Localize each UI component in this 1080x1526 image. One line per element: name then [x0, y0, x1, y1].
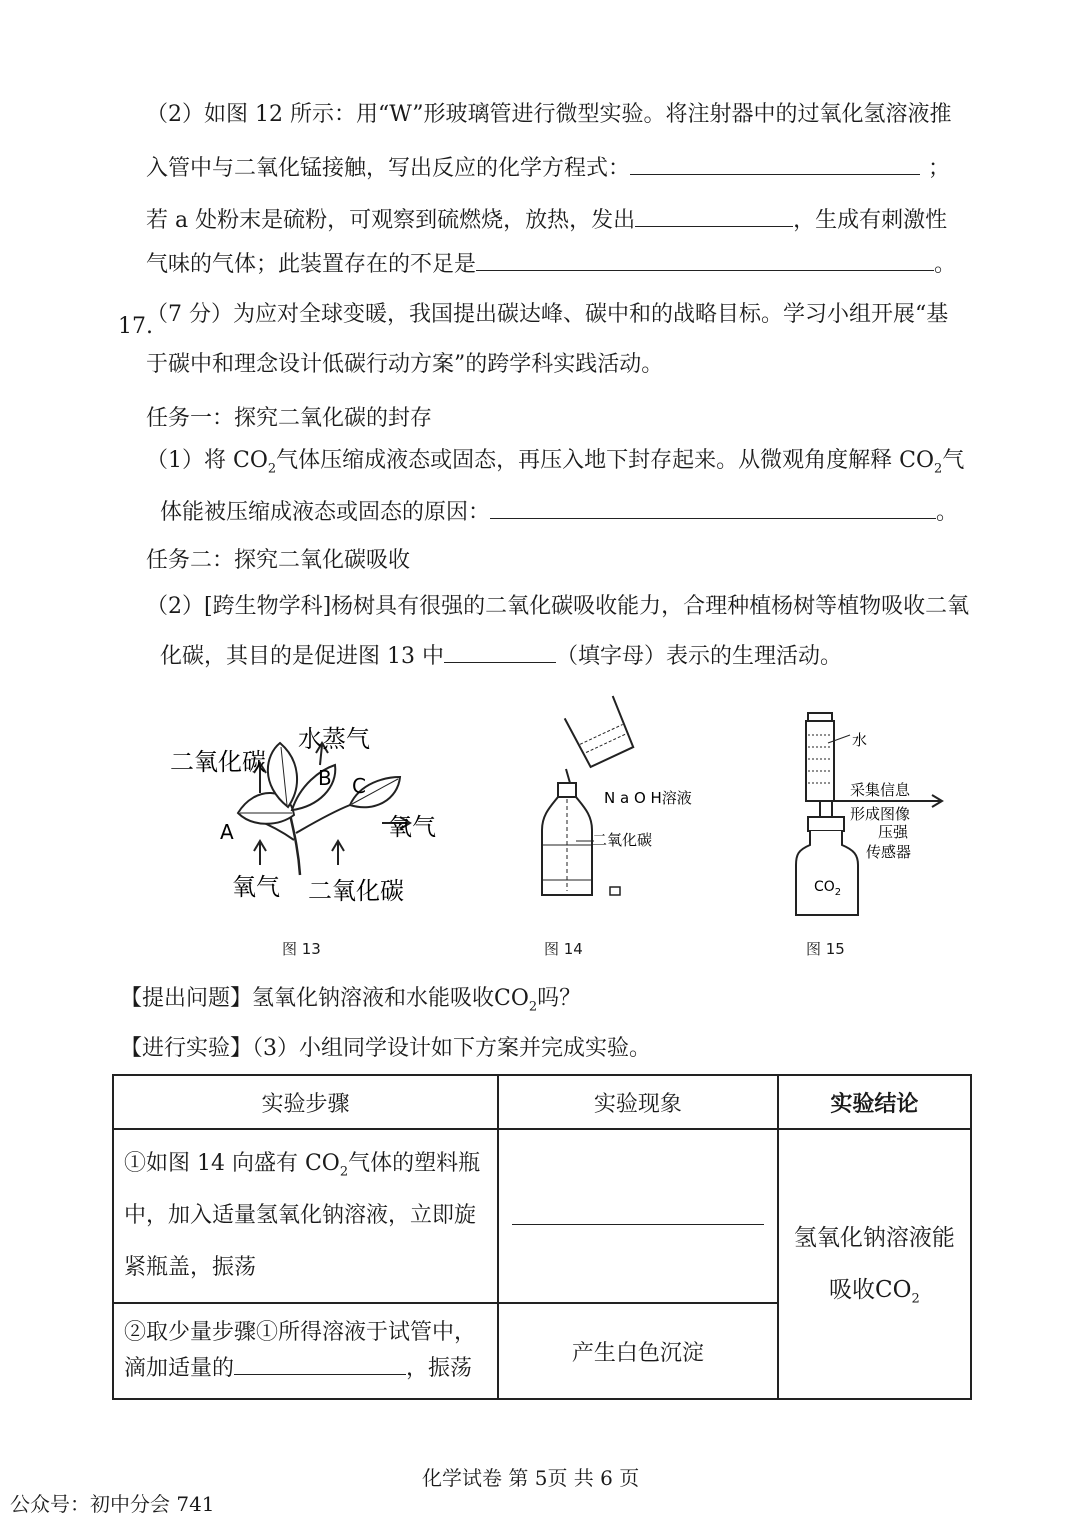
q16-line2 — [146, 152, 950, 184]
q17-line2: 于碳中和理念设计低碳行动方案”的跨学科实践活动。 — [146, 352, 664, 377]
q16-line3a: 若 a 处粉末是硫粉，可观察到硫燃烧，放热，发出 — [146, 208, 636, 233]
table-row2-phenomenon: 产生白色沉淀 — [498, 1303, 778, 1399]
bottle-cap — [558, 783, 576, 797]
co2-subscript: 2 — [528, 999, 538, 1015]
arrow-co2-in-icon — [332, 841, 344, 865]
fig13-label-C: C — [352, 774, 366, 798]
fig15-label-water: 水 — [852, 731, 868, 749]
q16-line1: （2）如图 12 所示：用“W”形玻璃管进行微型实验。将注射器中的过氧化氢溶液推 — [146, 102, 952, 127]
row1-step-a: ①如图 14 向盛有 CO — [124, 1151, 340, 1176]
syringe-barrel — [806, 721, 834, 801]
fig13-label-co2-top: 二氧化碳 — [170, 748, 266, 776]
co2-subscript: 2 — [911, 1291, 920, 1307]
conclusion-a: 氢氧化钠溶液能 — [793, 1225, 955, 1251]
page-footer: 化学试卷 第 5页 共 6 页 — [422, 1466, 640, 1490]
table-header-row — [113, 1075, 971, 1129]
fig13-caption: 图 13 — [282, 940, 321, 958]
q16-answer-blank-3[interactable] — [476, 248, 934, 271]
q17-p2c: （填字母）表示的生理活动。 — [555, 644, 842, 669]
fig15-label-sensor: 传感器 — [866, 843, 912, 861]
q16-line3b: ，生成有刺激性 — [793, 208, 948, 233]
q16-line3 — [146, 204, 947, 236]
table-row2-step — [113, 1303, 498, 1399]
table-conclusion — [778, 1129, 971, 1399]
q16-line2-end: ； — [928, 156, 951, 181]
fig13-label-oxygen-bottom: 氧气 — [232, 873, 280, 901]
figure-14-bottle — [520, 695, 720, 910]
q16-line4-text: 气味的气体；此装置存在的不足是 — [146, 252, 477, 277]
arrow-oxygen-in-icon — [254, 841, 266, 865]
q17-part1-line1 — [146, 446, 964, 476]
gas-bottle — [796, 831, 858, 915]
table-header-step: 实验步骤 — [113, 1075, 498, 1129]
figure-13-plant — [160, 715, 460, 910]
small-cap-icon — [610, 887, 620, 895]
task2-heading: 任务二：探究二氧化碳吸收 — [146, 548, 411, 573]
syringe-plunger — [808, 713, 832, 721]
q17-part2-line1: （2）[跨生物学科]杨树具有很强的二氧化碳吸收能力，合理种植杨树等植物吸收二氧 — [146, 594, 970, 619]
fig15-label-collect: 采集信息 — [850, 781, 911, 799]
fig13-label-oxygen-right: 氧气 — [388, 813, 436, 841]
question-line — [120, 984, 581, 1014]
q17-answer-blank-2[interactable] — [444, 640, 556, 663]
q17-part2-line2 — [160, 640, 842, 672]
q16-line2-text: 入管中与二氧化锰接触，写出反应的化学方程式： — [146, 156, 631, 181]
co2-subscript: 2 — [339, 1164, 349, 1180]
q16-answer-blank-1[interactable] — [630, 152, 920, 175]
fig14-label-co2: 二氧化碳 — [592, 831, 653, 849]
plant-branch-right — [296, 805, 350, 833]
experiment-line — [120, 1034, 651, 1064]
q16-line4 — [146, 248, 956, 280]
row2-step-b: ，振荡 — [406, 1356, 473, 1381]
q17-p1-end: 。 — [936, 500, 959, 525]
row2-step-a: ②取少量步骤①所得溶液于试管中，滴加适量的 — [124, 1320, 477, 1381]
table-row — [113, 1129, 971, 1303]
q17-p1d: 体能被压缩成液态或固态的原因： — [160, 500, 491, 525]
table-header-phenomenon: 实验现象 — [498, 1075, 778, 1129]
row1-step-b: 气体的塑料瓶中，加入适量氢氧化钠溶液，立即旋紧瓶盖，振荡 — [124, 1151, 481, 1280]
fig15-label-form: 形成图像 — [850, 805, 911, 823]
figure-15-apparatus — [780, 705, 950, 920]
sensor-tube — [832, 801, 846, 817]
q17-p1a: （1）将 CO — [146, 448, 268, 473]
pour-stream — [566, 769, 570, 783]
q17-p2b: 化碳，其目的是促进图 13 中 — [160, 644, 444, 669]
question-text: 氢氧化钠溶液和水能吸收CO — [252, 986, 529, 1011]
q17-line1: （7 分）为应对全球变暖，我国提出碳达峰、碳中和的战略目标。学习小组开展“基 — [146, 302, 949, 327]
bottle-stopper — [808, 817, 844, 831]
question-label: 【提出问题】 — [120, 986, 253, 1011]
fig14-caption: 图 14 — [544, 940, 583, 958]
fig13-label-water: 水蒸气 — [298, 725, 370, 753]
q16-answer-blank-2[interactable] — [635, 204, 793, 227]
task1-heading: 任务一：探究二氧化碳的封存 — [146, 406, 433, 431]
q17-part1-line2 — [160, 496, 958, 528]
table-row1-step — [113, 1129, 498, 1303]
fig15-label-co2: $CO_2$ — [814, 879, 842, 898]
beaker — [565, 696, 636, 768]
row2-answer-blank[interactable] — [234, 1352, 406, 1375]
experiment-text: （3）小组同学设计如下方案并完成实验。 — [252, 1036, 652, 1061]
fig15-caption: 图 15 — [806, 940, 845, 958]
q17-number: 17. — [118, 314, 153, 339]
experiment-table — [112, 1074, 972, 1400]
q17-answer-blank-1[interactable] — [490, 496, 936, 519]
q17-p1c: 气 — [942, 448, 965, 473]
fig13-label-B: B — [318, 766, 332, 790]
question-end: 吗？ — [537, 986, 582, 1011]
q17-p1b: 气体压缩成液态或固态，再压入地下封存起来。从微观角度解释 CO — [276, 448, 935, 473]
fig13-label-co2-bottom: 二氧化碳 — [308, 877, 404, 905]
co2-subscript: 2 — [267, 461, 277, 477]
fig15-label-pressure: 压强 — [878, 823, 909, 841]
row1-answer-blank[interactable] — [512, 1202, 764, 1225]
table-header-conclusion: 实验结论 — [778, 1075, 971, 1129]
fig14-label-naoh: N a O H溶液 — [604, 789, 692, 807]
co2-subscript: 2 — [934, 461, 943, 477]
table-row1-phenomenon — [498, 1129, 778, 1303]
experiment-label: 【进行实验】 — [120, 1036, 253, 1061]
fig13-label-A: A — [220, 820, 234, 844]
q16-line4-end: 。 — [934, 252, 957, 277]
conclusion-b: 吸收CO — [829, 1277, 912, 1303]
source-watermark: 公众号：初中分会 741 — [10, 1492, 215, 1516]
